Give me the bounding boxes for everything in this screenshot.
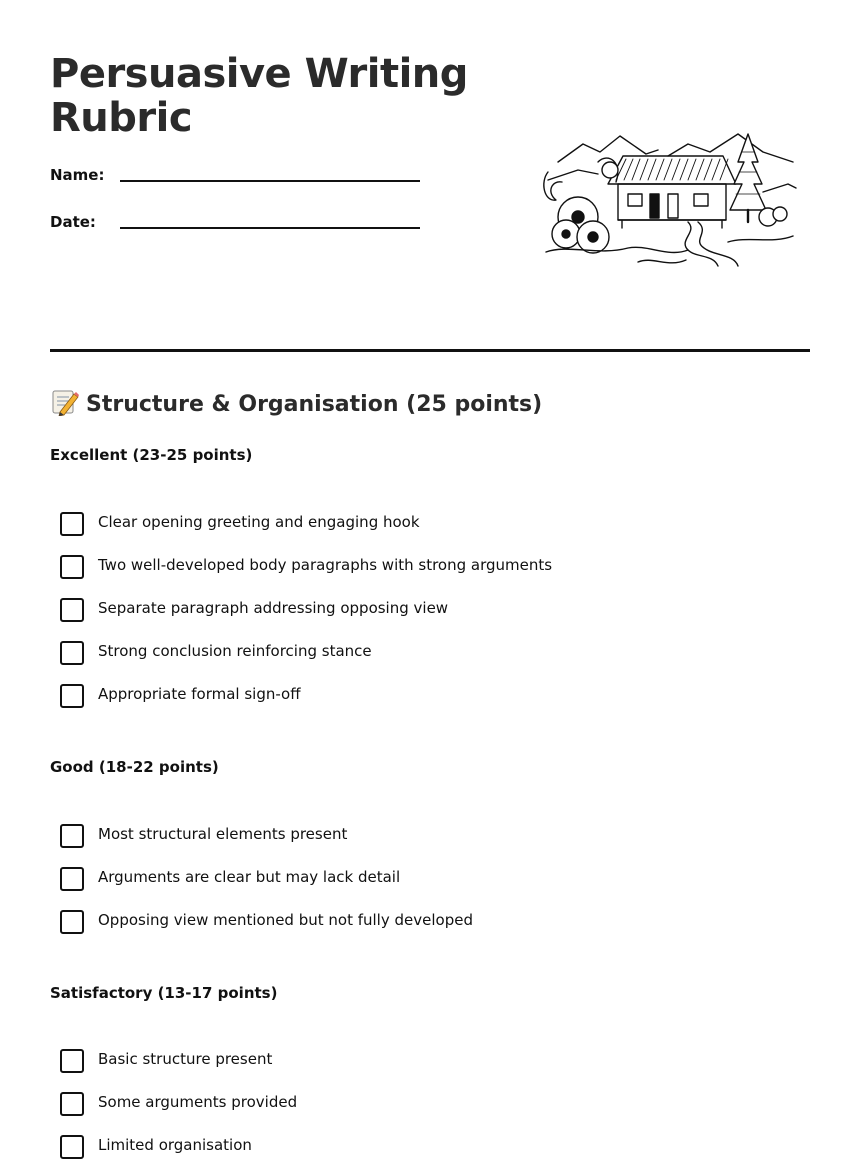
checkbox[interactable] <box>60 684 84 708</box>
name-label: Name: <box>50 166 105 184</box>
section-divider <box>50 349 810 352</box>
item-label: Opposing view mentioned but not fully developed <box>98 911 473 929</box>
checkbox[interactable] <box>60 824 84 848</box>
memo-pencil-icon <box>50 388 80 416</box>
level-heading-excellent: Excellent (23-25 points) <box>50 446 253 464</box>
checkbox[interactable] <box>60 1049 84 1073</box>
item-label: Two well-developed body paragraphs with strong arguments <box>98 556 553 574</box>
checkbox[interactable] <box>60 555 84 579</box>
item-label: Some arguments provided <box>98 1093 298 1111</box>
name-input-line[interactable] <box>120 180 420 182</box>
item-label: Limited organisation <box>98 1136 252 1154</box>
item-label: Most structural elements present <box>98 825 348 843</box>
checkbox[interactable] <box>60 512 84 536</box>
date-label: Date: <box>50 213 96 231</box>
date-input-line[interactable] <box>120 227 420 229</box>
checkbox[interactable] <box>60 641 84 665</box>
level-heading-good: Good (18-22 points) <box>50 758 219 776</box>
checkbox[interactable] <box>60 598 84 622</box>
house-landscape-illustration <box>538 122 798 272</box>
item-label: Arguments are clear but may lack detail <box>98 868 401 886</box>
level-heading-satisfactory: Satisfactory (13-17 points) <box>50 984 278 1002</box>
item-label: Clear opening greeting and engaging hook <box>98 513 420 531</box>
item-label: Separate paragraph addressing opposing view <box>98 599 449 617</box>
page-title: Persuasive Writing Rubric <box>50 51 468 141</box>
checkbox[interactable] <box>60 1135 84 1159</box>
checkbox[interactable] <box>60 1092 84 1116</box>
item-label: Basic structure present <box>98 1050 273 1068</box>
checkbox[interactable] <box>60 867 84 891</box>
checkbox[interactable] <box>60 910 84 934</box>
item-label: Appropriate formal sign-off <box>98 685 301 703</box>
item-label: Strong conclusion reinforcing stance <box>98 642 372 660</box>
section-heading <box>50 388 542 417</box>
section-heading-text: Structure & Organisation (25 points) <box>86 392 543 417</box>
